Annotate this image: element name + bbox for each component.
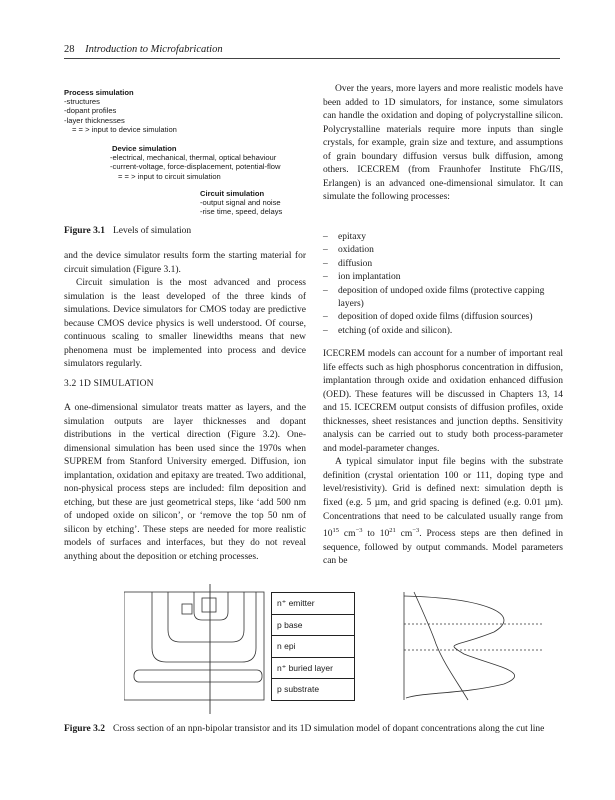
layer-model: [271, 592, 355, 701]
paragraph: A one-dimensional simulator treats matter as layers, and the simulation outputs are layer thicknesses and dopant distributions in the vertical direction (Figure 3.2). One-dimensional simulation has been used since the 1970s when SUPREM from Stanford University emerged. Diffusion, ion implantation, oxidation and epitaxy are treated. Two additional, non-physical process steps are included: film deposition and etching, but these are just geometrical steps, like ‘add 500 nm of undoped oxide on silicon’, or ‘remove the top 50 nm of silicon by etching’. These steps are needed for more realistic models of surfaces and interfaces, but they do not reveal anything about the deposition or etching processes.: [64, 403, 306, 563]
process-line: -layer thicknesses: [64, 115, 125, 125]
process-simulation-title: Process simulation: [64, 88, 134, 97]
header-rule: [64, 58, 560, 59]
base-contact: [182, 604, 192, 614]
caption-text: Cross section of an npn-bipolar transistor and its 1D simulation model of dopant concentrations along the cut line: [113, 724, 545, 734]
list-item: – ion implantation: [323, 271, 563, 284]
list-item: – oxidation: [323, 244, 563, 257]
running-header: [64, 44, 564, 55]
device-simulation-block: [110, 144, 281, 181]
list-item: – deposition of doped oxide films (diffusion sources): [323, 311, 563, 324]
circuit-simulation-block: [200, 189, 282, 217]
running-title: Introduction to Microfabrication: [85, 44, 223, 55]
buried-layer: [134, 670, 262, 682]
list-item: – epitaxy: [323, 231, 563, 244]
left-column-top: [64, 250, 306, 372]
layer-base: p base: [272, 615, 354, 637]
paragraph: and the device simulator results form the starting material for circuit simulation (Figure 3.1).: [64, 251, 306, 275]
caption-label: Figure 3.2: [64, 724, 105, 734]
figure-3-2-caption: [64, 723, 562, 736]
process-list: [323, 231, 563, 338]
process-line: -structures: [64, 97, 100, 107]
device-line: -electrical, mechanical, thermal, optical behaviour: [110, 153, 277, 163]
emitter-region: [194, 592, 228, 620]
process-simulation-block: [64, 88, 177, 134]
caption-label: Figure 3.1: [64, 226, 105, 236]
right-column-bottom: [323, 348, 563, 569]
base-region: [168, 592, 244, 642]
paragraph: Over the years, more layers and more realistic models have been added to 1D simulators, for instance, some simulators can handle the oxidation and doping of polycrystalline silicon. Polycrystalline materials require more inputs than single crystals, for example, grain size and texture, and assumptions of grain boundary diffusion versus bulk diffusion, among others. ICECREM (from Fraunhofer Institute FhG/IIS, Erlangen) is an advanced one-dimensional simulator. It can simulate the following processes:: [323, 84, 563, 203]
process-line: = = > input to device simulation: [72, 124, 177, 134]
layer-substrate: p substrate: [277, 684, 320, 694]
device-line: = = > input to circuit simulation: [118, 171, 221, 181]
layer-buried: n⁺ buried layer: [272, 658, 354, 680]
caption-text: Levels of simulation: [113, 226, 192, 236]
emitter-contact: [202, 598, 216, 612]
circuit-line: -output signal and noise: [200, 198, 281, 208]
section-heading: 3.2 1D SIMULATION: [64, 379, 154, 389]
layer-epi: n epi: [272, 636, 354, 658]
left-column-bottom: [64, 402, 306, 565]
paragraph: A typical simulator input file begins with the substrate definition (crystal orientation 100 or 111, doping type and level/resistivity). Grid is defined next: simulation depth is fixed (e.g. 5 µm, and grid spacing is defined (e.g. 0.01 µm). Concentrations that need to be calculated usually range from $10^{15}$ $cm^{-3}$ to $10^{21}$ $cm^{-3}$. Process steps are then defined in sequence, followed by output commands. Model parameters can be: [323, 457, 564, 567]
layer-emitter: n⁺ emitter: [272, 593, 354, 615]
substrate-profile: [414, 592, 468, 700]
circuit-line: -rise time, speed, delays: [200, 207, 283, 217]
device-line: -current-voltage, force-displacement, potential-flow: [110, 162, 281, 172]
circuit-simulation-title: Circuit simulation: [200, 189, 265, 198]
paragraph: Circuit simulation is the most advanced and process simulation is the least developed of the three kinds of simulations. Device simulators for CMOS today are predictive because CMOS device physics is well understood. Of course, continuous scaling to smaller linewidths means that new phenomena must be implemented into process and device simulators regularly.: [64, 278, 306, 370]
paragraph: ICECREM models can account for a number of important real life effects such as high phosphorus concentration in diffusion, implantation through oxide and oxidation enhanced diffusion (OED). These features will be discussed in Chapters 13, 14 and 15. ICECREM output consists of diffusion profiles, oxide thicknesses, sheet resistances and junction depths. Sensitivity analysis can be carried out to study both process-parameter and model-parameter changes.: [323, 349, 563, 454]
device-simulation-title: Device simulation: [112, 144, 177, 153]
process-line: -dopant profiles: [64, 106, 117, 116]
list-item: – diffusion: [323, 258, 563, 271]
page-number: 28: [64, 44, 75, 55]
figure-3-1-caption: [64, 226, 191, 236]
list-item: – deposition of undoped oxide films (protective capping layers): [323, 285, 563, 312]
right-column-top: [323, 83, 563, 205]
dopant-profile: [404, 596, 515, 698]
list-item: – etching (of oxide and silicon).: [323, 325, 563, 338]
